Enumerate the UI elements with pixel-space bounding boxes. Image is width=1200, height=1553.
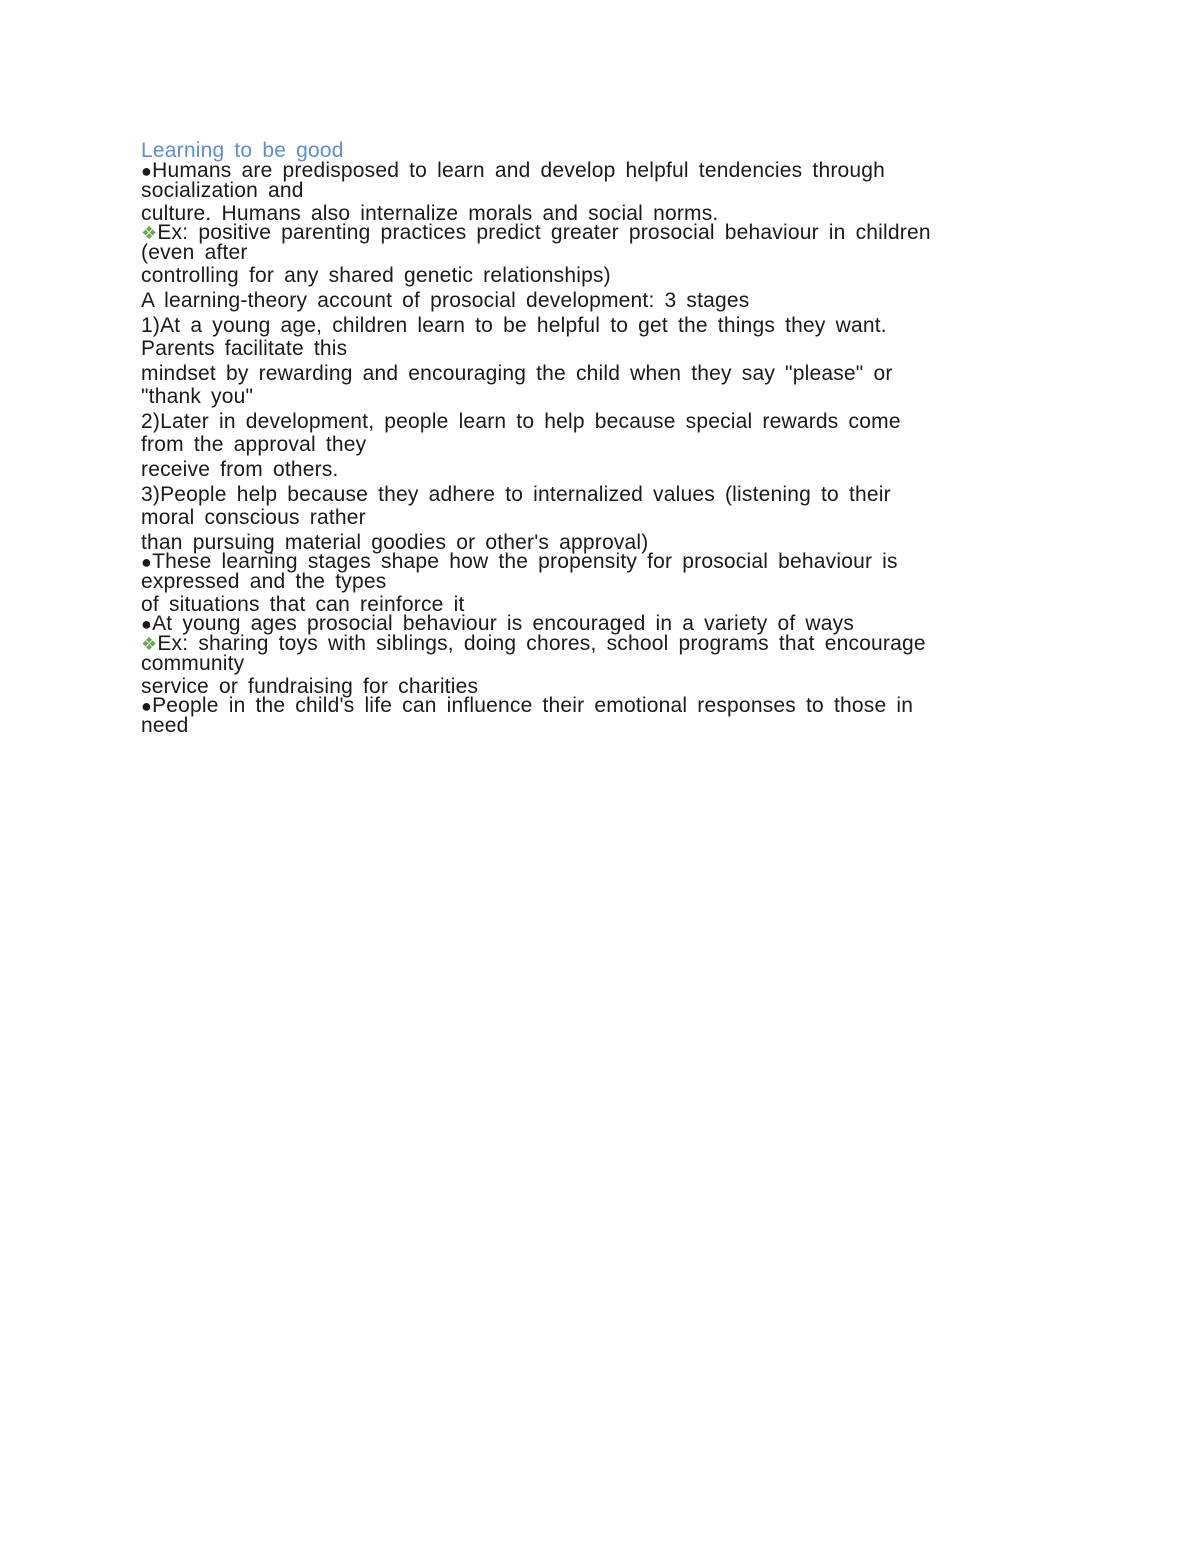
- text-line: ❖Ex: positive parenting practices predict greater prosocial behaviour in children: [141, 221, 931, 244]
- text-line: expressed and the types: [141, 570, 387, 593]
- text-line: ●At young ages prosocial behaviour is encouraged in a variety of ways: [141, 612, 855, 635]
- document-page: [141, 141, 1041, 735]
- bullet-icon: ●: [141, 696, 153, 716]
- text-line: ❖Ex: sharing toys with siblings, doing chores, school programs that encourage: [141, 632, 926, 655]
- text-line: 1)At a young age, children learn to be helpful to get the things they want.: [141, 314, 887, 337]
- text-line: of situations that can reinforce it: [141, 593, 465, 616]
- text-line: "thank you": [141, 385, 254, 408]
- text-line: ●These learning stages shape how the propensity for prosocial behaviour is: [141, 550, 898, 573]
- paragraph-block: [141, 291, 1041, 310]
- text-line: (even after: [141, 241, 248, 264]
- bullet-block: [141, 161, 1041, 223]
- text-line: ●People in the child's life can influence their emotional responses to those in: [141, 694, 914, 717]
- text-line: culture. Humans also internalize morals and social norms.: [141, 202, 719, 225]
- bullet-icon: ●: [141, 552, 153, 572]
- text-line: than pursuing material goodies or other's approval): [141, 531, 649, 554]
- example-block: [141, 634, 1041, 696]
- bullet-block: [141, 696, 1041, 735]
- numbered-block: [141, 485, 1041, 552]
- text-line: socialization and: [141, 179, 304, 202]
- diamond-bullet-icon: ❖: [141, 223, 158, 243]
- example-block: [141, 223, 1041, 285]
- bullet-block: [141, 614, 1041, 634]
- text-line: service or fundraising for charities: [141, 675, 479, 698]
- numbered-block: [141, 316, 1041, 406]
- text-line: from the approval they: [141, 433, 367, 456]
- text-line: community: [141, 652, 245, 675]
- bullet-icon: ●: [141, 614, 153, 634]
- text-line: receive from others.: [141, 458, 339, 481]
- diamond-bullet-icon: ❖: [141, 634, 158, 654]
- text-line: Parents facilitate this: [141, 337, 348, 360]
- bullet-icon: ●: [141, 161, 153, 181]
- text-line: 2)Later in development, people learn to help because special rewards come: [141, 410, 901, 433]
- list-number: 1): [141, 314, 161, 337]
- numbered-block: [141, 412, 1041, 479]
- list-number: 3): [141, 483, 161, 506]
- text-line: ●Humans are predisposed to learn and develop helpful tendencies through: [141, 159, 886, 182]
- text-line: mindset by rewarding and encouraging the child when they say "please" or: [141, 362, 893, 385]
- text-line: 3)People help because they adhere to internalized values (listening to their: [141, 483, 891, 506]
- bullet-block: [141, 552, 1041, 614]
- text-line: moral conscious rather: [141, 506, 366, 529]
- document-title: Learning to be good: [141, 139, 344, 162]
- list-number: 2): [141, 410, 161, 433]
- text-line: controlling for any shared genetic relationships): [141, 264, 611, 287]
- text-line: need: [141, 714, 189, 737]
- text-line: A learning-theory account of prosocial development: 3 stages: [141, 289, 750, 312]
